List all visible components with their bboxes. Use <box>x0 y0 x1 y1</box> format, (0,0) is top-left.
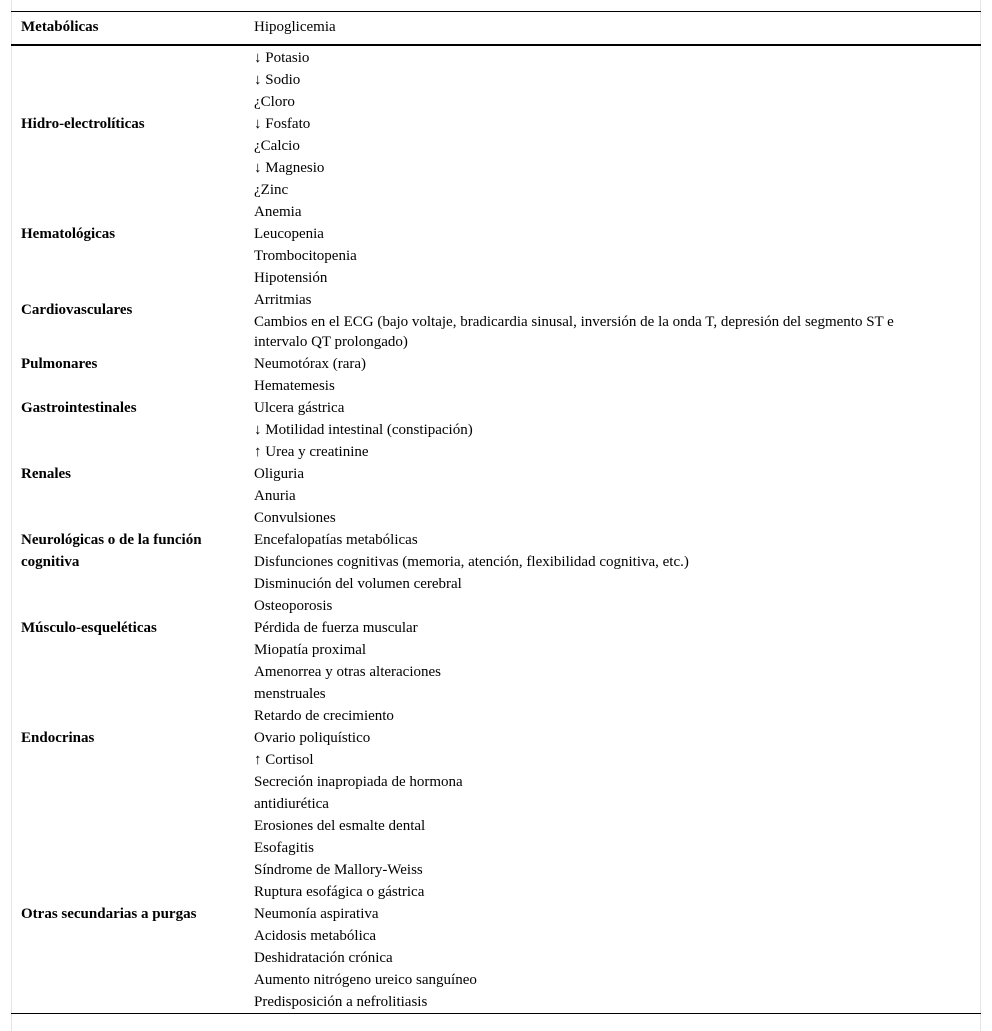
row-category: Renales <box>21 465 71 482</box>
row-category: Neurológicas o de la función cognitiva <box>21 531 202 570</box>
list-item: Retardo de crecimiento <box>254 707 394 724</box>
list-item: antidiurética <box>254 795 329 812</box>
list-item: ¿Calcio <box>254 137 300 154</box>
table-row <box>11 267 981 353</box>
list-item: Anuria <box>254 487 296 504</box>
table-row <box>11 661 981 815</box>
list-item: Ruptura esofágica o gástrica <box>254 883 425 900</box>
table-row <box>11 815 981 1014</box>
list-item: Neumotórax (rara) <box>254 355 367 372</box>
list-item: Oliguria <box>254 465 304 482</box>
table-row <box>11 353 981 375</box>
list-item: Hipotensión <box>254 269 328 286</box>
list-item: Hematemesis <box>254 377 335 394</box>
list-item: Aumento nitrógeno ureico sanguíneo <box>254 971 477 988</box>
row-category: Hidro-electrolíticas <box>21 115 145 132</box>
list-item: menstruales <box>254 685 326 702</box>
list-item: Anemia <box>254 203 302 220</box>
list-item: ↑ Cortisol <box>254 751 314 768</box>
row-items <box>254 45 981 201</box>
list-item: Síndrome de Mallory-Weiss <box>254 861 423 878</box>
list-item: Acidosis metabólica <box>254 927 377 944</box>
complications-table <box>11 11 981 1014</box>
row-category: Hematológicas <box>21 225 116 242</box>
list-item: Neumonía aspirativa <box>254 905 379 922</box>
row-category: Endocrinas <box>21 729 95 746</box>
list-item: Disfunciones cognitivas (memoria, atención, flexibilidad cognitiva, etc.) <box>254 553 689 570</box>
list-item: ↓ Fosfato <box>254 115 311 132</box>
list-item: ↓ Motilidad intestinal (constipación) <box>254 421 473 438</box>
list-item: Predisposición a nefrolitiasis <box>254 993 428 1010</box>
row-items <box>254 353 981 375</box>
list-item: Cambios en el ECG (bajo voltaje, bradicardia sinusal, inversión de la onda T, depresión del segmento ST e intervalo QT prolongado) <box>254 313 894 350</box>
list-item: Erosiones del esmalte dental <box>254 817 426 834</box>
list-item: Disminución del volumen cerebral <box>254 575 462 592</box>
list-item: Secreción inapropiada de hormona <box>254 773 463 790</box>
list-item: ↓ Potasio <box>254 49 310 66</box>
table-row <box>11 507 981 595</box>
row-category: Gastrointestinales <box>21 399 137 416</box>
row-category: Músculo-esqueléticas <box>21 619 157 636</box>
list-item: Miopatía proximal <box>254 641 367 658</box>
list-item: Trombocitopenia <box>254 247 357 264</box>
list-item: Arritmias <box>254 291 312 308</box>
header-value: Hipoglicemia <box>254 19 336 36</box>
list-item: Encefalopatías metabólicas <box>254 531 418 548</box>
row-items <box>254 815 981 1014</box>
table-row <box>11 375 981 441</box>
list-item: ↑ Urea y creatinine <box>254 443 369 460</box>
list-item: Amenorrea y otras alteraciones <box>254 663 441 680</box>
row-items <box>254 375 981 441</box>
row-category: Otras secundarias a purgas <box>21 905 197 922</box>
row-items <box>254 441 981 507</box>
row-items <box>254 267 981 353</box>
list-item: Deshidratación crónica <box>254 949 393 966</box>
list-item: Esofagitis <box>254 839 314 856</box>
header-row <box>11 12 981 45</box>
row-items <box>254 661 981 815</box>
row-items <box>254 201 981 267</box>
list-item: Ulcera gástrica <box>254 399 345 416</box>
list-item: Pérdida de fuerza muscular <box>254 619 418 636</box>
list-item: Leucopenia <box>254 225 324 242</box>
row-category: Pulmonares <box>21 355 98 372</box>
table-body <box>11 45 981 1014</box>
list-item: ¿Zinc <box>254 181 289 198</box>
table-row <box>11 441 981 507</box>
table-row <box>11 201 981 267</box>
list-item: Convulsiones <box>254 509 336 526</box>
header-category: Metabólicas <box>21 19 99 36</box>
list-item: ↓ Sodio <box>254 71 301 88</box>
list-item: Osteoporosis <box>254 597 333 614</box>
row-items <box>254 507 981 595</box>
list-item: ↓ Magnesio <box>254 159 325 176</box>
list-item: Ovario poliquístico <box>254 729 371 746</box>
table-header <box>11 12 981 45</box>
row-items <box>254 595 981 661</box>
list-item: ¿Cloro <box>254 93 295 110</box>
table-row <box>11 595 981 661</box>
table-row <box>11 45 981 201</box>
row-category: Cardiovasculares <box>21 301 133 318</box>
